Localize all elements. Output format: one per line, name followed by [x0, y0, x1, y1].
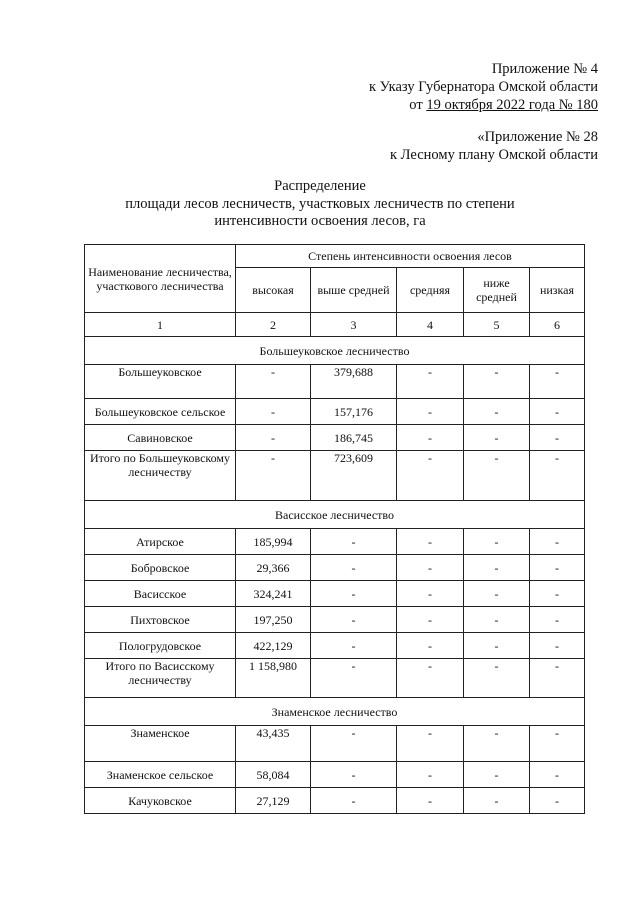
value-cell-below-avg: - [464, 365, 530, 399]
value-cell-low: - [530, 529, 585, 555]
title-line-1: Распределение [274, 178, 366, 194]
decree-num-sep: № [555, 97, 577, 113]
value-cell-avg: - [397, 607, 464, 633]
forestry-name-cell: Пологрудовское [85, 633, 236, 659]
value-cell-high: 422,129 [236, 633, 311, 659]
value-cell-high: - [236, 365, 311, 399]
value-cell-high: 197,250 [236, 607, 311, 633]
value-cell-below-avg: - [464, 726, 530, 762]
value-cell-below-avg: - [464, 762, 530, 788]
table-row [85, 788, 585, 814]
value-cell-low: - [530, 788, 585, 814]
value-cell-high: - [236, 399, 311, 425]
forestry-name-cell: Пихтовское [85, 607, 236, 633]
table-row [85, 425, 585, 451]
section-title: Большеуковское лесничество [85, 337, 585, 365]
value-cell-avg: - [397, 451, 464, 501]
value-cell-high: 58,084 [236, 762, 311, 788]
forestry-name-cell: Знаменское [85, 726, 236, 762]
value-cell-low: - [530, 425, 585, 451]
date-prefix: от [409, 97, 427, 113]
value-cell-below-avg: - [464, 399, 530, 425]
value-cell-low: - [530, 762, 585, 788]
value-cell-high: - [236, 425, 311, 451]
forestry-name-cell: Итого по Васисскому лесничеству [85, 659, 236, 698]
forestry-name-cell: Знаменское сельское [85, 762, 236, 788]
value-cell-below-avg: - [464, 451, 530, 501]
appendix-date-line [369, 96, 598, 114]
value-cell-above-avg: - [311, 659, 397, 698]
section-title: Знаменское лесничество [85, 698, 585, 726]
table-row [85, 555, 585, 581]
title-line-2: площади лесов лесничеств, участковых лесничеств по степени [125, 195, 515, 212]
value-cell-below-avg: - [464, 659, 530, 698]
header-col-avg: средняя [397, 268, 464, 313]
col-num-4: 4 [397, 313, 464, 337]
value-cell-above-avg: - [311, 529, 397, 555]
value-cell-above-avg: - [311, 555, 397, 581]
value-cell-below-avg: - [464, 425, 530, 451]
document-title [0, 178, 640, 231]
col-num-1: 1 [85, 313, 236, 337]
table-row [85, 529, 585, 555]
value-cell-low: - [530, 726, 585, 762]
table-row [85, 365, 585, 399]
value-cell-avg: - [397, 529, 464, 555]
value-cell-low: - [530, 365, 585, 399]
distribution-table [84, 244, 585, 814]
value-cell-above-avg: - [311, 788, 397, 814]
value-cell-above-avg: - [311, 633, 397, 659]
forestry-name-cell: Качуковское [85, 788, 236, 814]
forestry-name-cell: Васисское [85, 581, 236, 607]
value-cell-above-avg: 157,176 [311, 399, 397, 425]
forestry-name-cell: Савиновское [85, 425, 236, 451]
forestry-name-cell: Большеуковское [85, 365, 236, 399]
column-number-row [85, 313, 585, 337]
col-num-2: 2 [236, 313, 311, 337]
value-cell-avg: - [397, 555, 464, 581]
value-cell-low: - [530, 399, 585, 425]
value-cell-low: - [530, 607, 585, 633]
col-num-5: 5 [464, 313, 530, 337]
value-cell-above-avg: - [311, 607, 397, 633]
value-cell-high: 29,366 [236, 555, 311, 581]
value-cell-avg: - [397, 399, 464, 425]
plan-appendix-ref: к Лесному плану Омской области [390, 147, 598, 163]
value-cell-above-avg: - [311, 581, 397, 607]
value-cell-above-avg: 379,688 [311, 365, 397, 399]
value-cell-avg: - [397, 425, 464, 451]
table-row [85, 726, 585, 762]
decree-date: 19 октября 2022 года [426, 97, 556, 113]
value-cell-avg: - [397, 633, 464, 659]
table-header-row-1 [85, 245, 585, 268]
value-cell-low: - [530, 555, 585, 581]
value-cell-low: - [530, 581, 585, 607]
value-cell-high: 1 158,980 [236, 659, 311, 698]
table-row [85, 451, 585, 501]
value-cell-avg: - [397, 365, 464, 399]
table-row [85, 659, 585, 698]
value-cell-low: - [530, 451, 585, 501]
value-cell-avg: - [397, 762, 464, 788]
value-cell-low: - [530, 659, 585, 698]
value-cell-below-avg: - [464, 581, 530, 607]
value-cell-avg: - [397, 581, 464, 607]
header-name-cell: Наименование лесничества, участкового лесничества [85, 245, 236, 313]
forestry-name-cell: Атирское [85, 529, 236, 555]
table-row [85, 399, 585, 425]
value-cell-low: - [530, 633, 585, 659]
section-row [85, 698, 585, 726]
header-col-above-avg: выше средней [311, 268, 397, 313]
value-cell-below-avg: - [464, 633, 530, 659]
value-cell-avg: - [397, 788, 464, 814]
value-cell-high: 43,435 [236, 726, 311, 762]
value-cell-below-avg: - [464, 529, 530, 555]
value-cell-high: 27,129 [236, 788, 311, 814]
appendix-header [369, 60, 598, 114]
value-cell-above-avg: 723,609 [311, 451, 397, 501]
section-row [85, 501, 585, 529]
col-num-6: 6 [530, 313, 585, 337]
value-cell-avg: - [397, 659, 464, 698]
value-cell-avg: - [397, 726, 464, 762]
value-cell-below-avg: - [464, 788, 530, 814]
table-body [85, 245, 585, 814]
col-num-3: 3 [311, 313, 397, 337]
section-row [85, 337, 585, 365]
table-row [85, 762, 585, 788]
forestry-name-cell: Большеуковское сельское [85, 399, 236, 425]
decree-number: 180 [576, 97, 598, 113]
value-cell-above-avg: - [311, 762, 397, 788]
value-cell-below-avg: - [464, 555, 530, 581]
value-cell-below-avg: - [464, 607, 530, 633]
forestry-name-cell: Бобровское [85, 555, 236, 581]
value-cell-above-avg: 186,745 [311, 425, 397, 451]
header-col-below-avg: ниже средней [464, 268, 530, 313]
title-line-3: интенсивности освоения лесов, га [214, 213, 426, 229]
value-cell-high: 185,994 [236, 529, 311, 555]
value-cell-above-avg: - [311, 726, 397, 762]
section-title: Васисское лесничество [85, 501, 585, 529]
appendix-number: Приложение № 4 [491, 61, 598, 77]
forestry-name-cell: Итого по Большеуковскому лесничеству [85, 451, 236, 501]
header-col-low: низкая [530, 268, 585, 313]
appendix-decree: к Указу Губернатора Омской области [368, 79, 598, 95]
table-row [85, 607, 585, 633]
table-row [85, 633, 585, 659]
header-group-cell: Степень интенсивности освоения лесов [236, 245, 585, 268]
plan-appendix-header [390, 128, 598, 164]
value-cell-high: - [236, 451, 311, 501]
plan-appendix-number: «Приложение № 28 [477, 129, 598, 145]
table-row [85, 581, 585, 607]
value-cell-high: 324,241 [236, 581, 311, 607]
header-col-high: высокая [236, 268, 311, 313]
